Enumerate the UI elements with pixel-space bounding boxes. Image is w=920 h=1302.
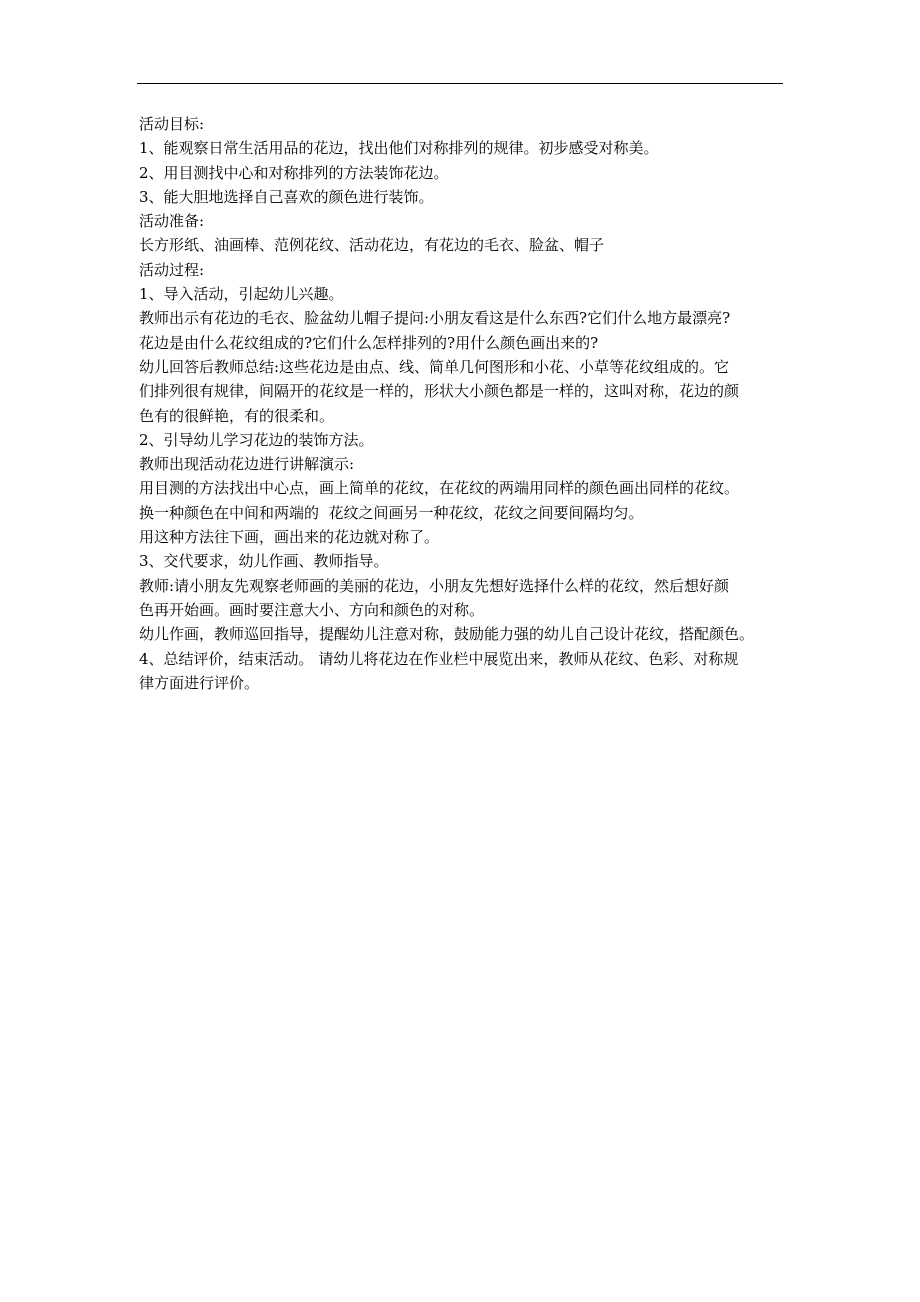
paragraph-line: 律方面进行评价。 [139,673,260,692]
process-step-2-heading: 2、引导幼儿学习花边的装饰方法。 [139,430,374,449]
process-step-4-heading: 4、总结评价，结束活动。 请幼儿将花边在作业栏中展览出来，教师从花纹、色彩、对称规 [139,649,739,668]
section-heading-process: 活动过程: [139,260,205,279]
section-heading-preparation: 活动准备: [139,212,205,231]
paragraph-line: 幼儿回答后教师总结:这些花边是由点、线、简单几何图形和小花、小草等花纹组成的。它 [139,357,730,376]
paragraph-line: 花边是由什么花纹组成的?它们什么怎样排列的?用什么颜色画出来的? [139,333,599,352]
paragraph-line: 教师出示有花边的毛衣、脸盆幼儿帽子提问:小朋友看这是什么东西?它们什么地方最漂亮? [139,309,731,328]
paragraph-line: 教师:请小朋友先观察老师画的美丽的花边，小朋友先想好选择什么样的花纹，然后想好颜 [139,576,730,595]
objective-item-2: 2、用目测找中心和对称排列的方法装饰花边。 [139,163,449,182]
process-step-3-heading: 3、交代要求，幼儿作画、教师指导。 [139,552,389,571]
paragraph-line: 用这种方法往下画，画出来的花边就对称了。 [139,528,440,547]
document-body [139,112,789,695]
preparation-materials: 长方形纸、油画棒、范例花纹、活动花边，有花边的毛衣、脸盆、帽子 [139,236,605,255]
paragraph-line: 教师出现活动花边进行讲解演示: [139,455,355,474]
process-step-1-heading: 1、导入活动，引起幼儿兴趣。 [139,285,344,304]
header-rule [137,83,783,84]
objective-item-3: 3、能大胆地选择自己喜欢的颜色进行装饰。 [139,187,434,206]
paragraph-line: 色再开始画。画时要注意大小、方向和颜色的对称。 [139,600,485,619]
paragraph-line: 换一种颜色在中间和两端的 花纹之间画另一种花纹，花纹之间要间隔均匀。 [139,503,644,522]
paragraph-line: 幼儿作画，教师巡回指导，提醒幼儿注意对称，鼓励能力强的幼儿自己设计花纹，搭配颜色。 [139,625,755,644]
section-heading-objectives: 活动目标: [139,115,205,133]
paragraph-line: 用目测的方法找出中心点，画上简单的花纹，在花纹的两端用同样的颜色画出同样的花纹。 [139,479,740,498]
objective-item-1: 1、能观察日常生活用品的花边，找出他们对称排列的规律。初步感受对称美。 [139,139,659,158]
paragraph-line: 们排列很有规律，间隔开的花纹是一样的，形状大小颜色都是一样的，这叫对称，花边的颜 [139,382,740,401]
paragraph-line: 色有的很鲜艳，有的很柔和。 [139,406,335,425]
